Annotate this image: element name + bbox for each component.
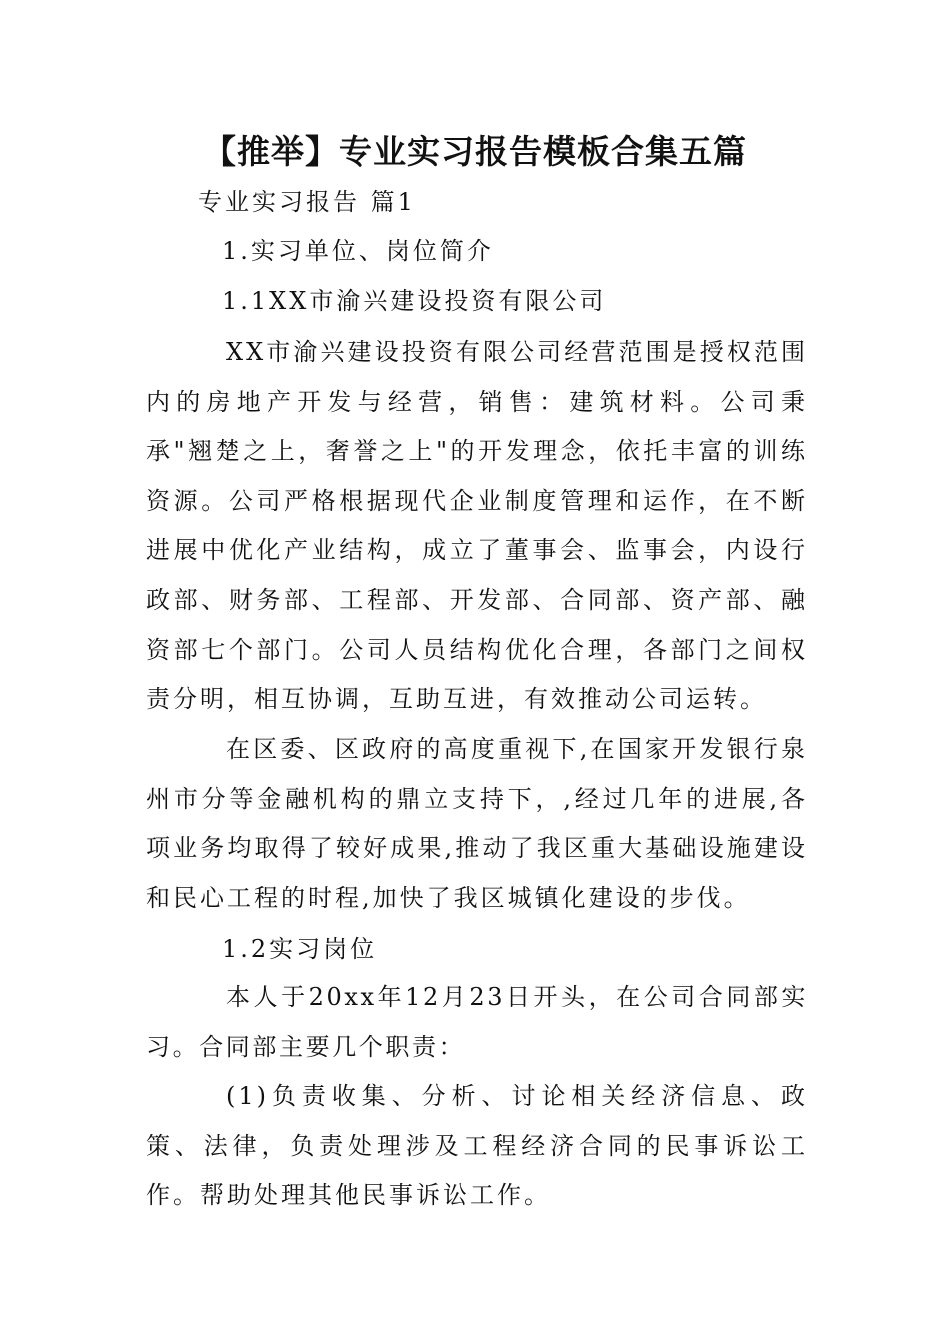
- paragraph-internship-start: 本人于20xx年12月23日开头，在公司合同部实习。合同部主要几个职责：: [146, 983, 808, 1061]
- paragraph-duty-1: (1)负责收集、分析、讨论相关经济信息、政策、法律，负责处理涉及工程经济合同的民事诉讼工作。帮助处理其他民事诉讼工作。: [146, 1082, 808, 1210]
- section-heading: 专业实习报告 篇1: [198, 188, 416, 216]
- paragraph-company-intro: XX市渝兴建设投资有限公司经营范围是授权范围内的房地产开发与经营，销售：建筑材料。公司秉承"翘楚之上，奢誉之上"的开发理念，依托丰富的训练资源。公司严格根据现代企业制度管理和运作，在不断进展中优化产业结构，成立了董事会、监事会，内设行政部、财务部、工程部、开发部、合同部、资产部、融资部七个部门。公司人员结构优化合理，各部门之间权责分明，相互协调，互助互进，有效推动公司运转。: [146, 338, 808, 714]
- heading-1-1: 1.1XX市渝兴建设投资有限公司: [222, 287, 607, 315]
- heading-1-2: 1.2实习岗位: [222, 935, 378, 963]
- document-title: 【推举】专业实习报告模板合集五篇: [203, 132, 747, 171]
- heading-1: 1.实习单位、岗位简介: [222, 237, 494, 265]
- paragraph-development: 在区委、区政府的高度重视下,在国家开发银行泉州市分等金融机构的鼎立支持下，,经过几年的进展,各项业务均取得了较好成果,推动了我区重大基础设施建设和民心工程的时程,加快了我区城镇化建设的步伐。: [146, 735, 808, 912]
